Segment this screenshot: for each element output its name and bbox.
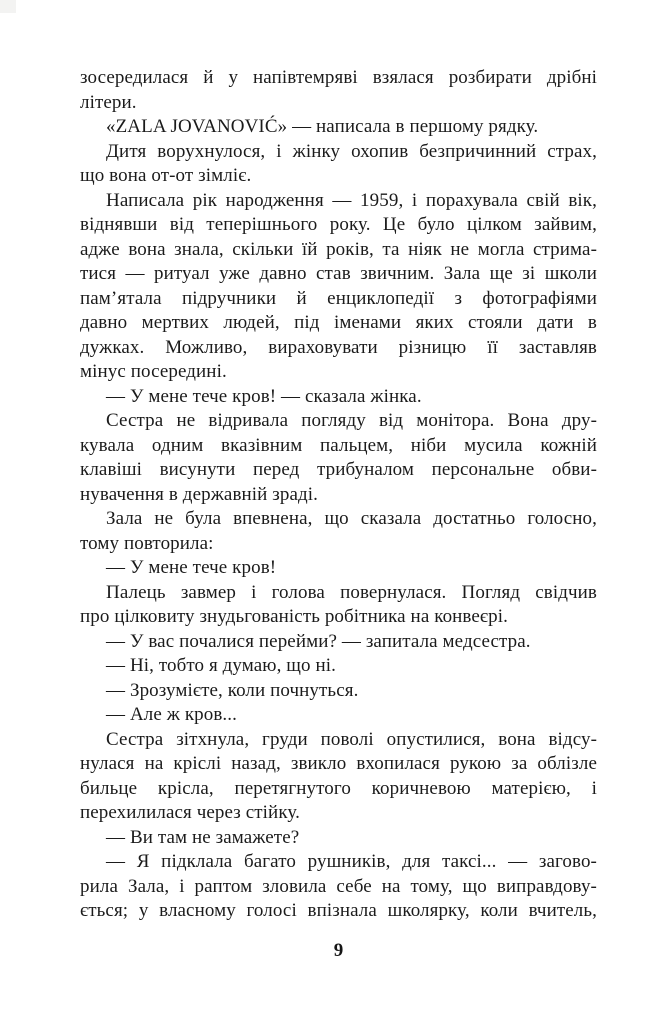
text-line: зосередилася й у напівтемряві взялася розбирати дрібні (80, 67, 597, 88)
text-line: кувала одним вказівним пальцем, ніби мусила кожній (80, 434, 597, 456)
text-line: літери. (80, 91, 137, 113)
paragraph (80, 66, 597, 115)
text-line: ється; у власному голосі впізнала школярку, коли вчитель, (80, 900, 597, 921)
text-line: про цілковиту знудьгованість робітника на конвеєрі. (80, 606, 509, 627)
text-line: Сестра не відривала погляду від монітора. Вона дру- (106, 410, 597, 431)
paragraph (80, 115, 597, 140)
text-line: нулася на кріслі назад, звикло вхопилася рукою за облізле (80, 753, 597, 774)
paragraph (80, 630, 597, 655)
text-line: «ZALA JOVANOVIĆ» — написала в першому рядку. (106, 116, 539, 137)
text-line: Написала рік народження — 1959, і порахувала свій вік, (106, 189, 597, 211)
paragraph (80, 385, 597, 410)
text-line: що вона от-от зімліє. (80, 165, 252, 186)
body-text (80, 66, 597, 924)
paragraph (80, 409, 597, 507)
paragraph (80, 140, 597, 189)
text-line: тися — ритуал уже давно став звичним. Зала ще зі школи (80, 263, 597, 284)
text-line: перехилилася через стійку. (80, 802, 300, 823)
paragraph (80, 728, 597, 826)
paragraph (80, 581, 597, 630)
paragraph (80, 654, 597, 679)
text-line: — Ні, тобто я думаю, що ні. (106, 655, 336, 676)
text-line: нувачення в державній зраді. (80, 483, 319, 505)
paragraph (80, 556, 597, 581)
text-line: — Але ж кров... (106, 704, 237, 725)
paragraph (80, 507, 597, 556)
text-line: Зала не була впевнена, що сказала достатньо голосно, (106, 508, 597, 529)
text-line: — У мене тече кров! — сказала жінка. (106, 385, 422, 407)
text-line: давно мертвих людей, під іменами яких стояли дати в (80, 312, 597, 333)
scan-artifact (0, 0, 16, 13)
text-line: — У вас почалися перейми? — запитала медсестра. (106, 630, 531, 652)
paragraph (80, 189, 597, 385)
text-line: тому повторила: (80, 532, 214, 554)
text-line: дужках. Можливо, вираховувати різницю її заставляв (80, 336, 597, 358)
paragraph (80, 703, 597, 728)
text-line: адже вона знала, скільки їй років, та ніяк не могла стрима- (80, 238, 597, 260)
text-line: — Зрозумієте, коли почнуться. (106, 679, 359, 701)
paragraph (80, 826, 597, 851)
text-line: бильце крісла, перетягнутого коричневою матерією, і (80, 777, 597, 799)
text-line: Сестра зітхнула, груди поволі опустилися, вона відсу- (106, 728, 597, 750)
text-line: мінус посередині. (80, 361, 227, 382)
text-line: рила Зала, і раптом зловила себе на тому, що виправдову- (80, 875, 597, 897)
text-line: клавіші висунути перед трибуналом персональне обви- (80, 459, 597, 480)
page-number: 9 (333, 940, 344, 961)
paragraph (80, 679, 597, 704)
text-line: Дитя ворухнулося, і жінку охопив безпричинний страх, (106, 140, 597, 162)
text-line: пам’ятала підручники й енциклопедії з фотографіями (80, 287, 597, 309)
text-line: — Ви там не замажете? (106, 826, 300, 848)
text-line: — Я підклала багато рушників, для таксі... — загово- (106, 851, 597, 872)
text-line: — У мене тече кров! (106, 557, 277, 578)
text-line: віднявши від теперішнього року. Це було цілком зайвим, (80, 214, 597, 235)
text-line: Палець завмер і голова повернулася. Погляд свідчив (106, 581, 597, 603)
paragraph (80, 850, 597, 924)
